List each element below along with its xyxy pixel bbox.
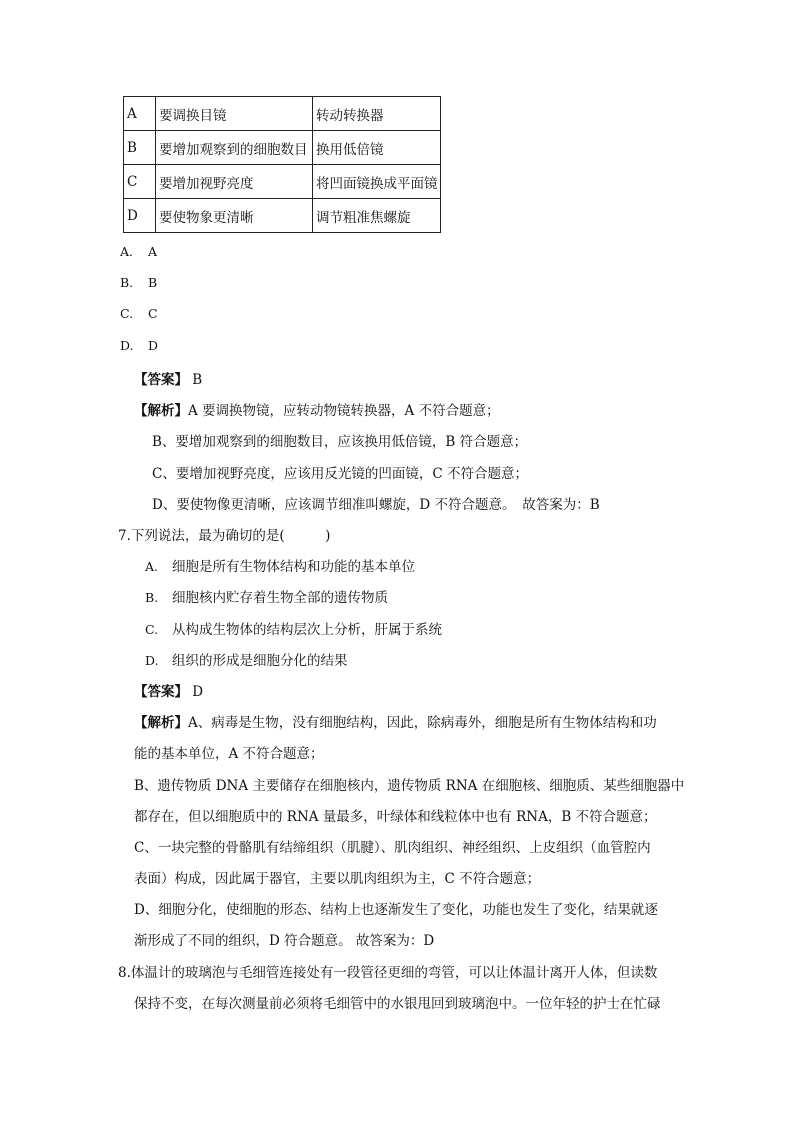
q7-analysis-line: 表面）构成，因此属于器官，主要以肌肉组织为主，C 不符合题意；: [134, 871, 541, 887]
option-label: A.: [120, 244, 134, 259]
option-text: 细胞核内贮存着生物全部的遗传物质: [172, 590, 388, 606]
option-text: B: [148, 275, 158, 290]
q7-analysis-line: D、细胞分化，使细胞的形态、结构上也逐渐发生了变化，功能也发生了变化，结果就逐: [134, 902, 658, 918]
q7-option-a: [145, 555, 415, 575]
option-label: C.: [120, 306, 134, 321]
option-label: B.: [145, 590, 159, 605]
table-cell-action: 换用低倍镜: [313, 131, 441, 165]
option-text: D: [148, 338, 159, 353]
table-row: [124, 97, 441, 131]
q6-analysis-line: D、要使物像更清晰，应该调节细准叫螺旋，D 不符合题意。 故答案为：B: [152, 497, 600, 513]
option-text: 从构成生物体的结构层次上分析，肝属于系统: [172, 622, 442, 638]
table-cell-requirement: 要增加视野亮度: [156, 165, 313, 199]
option-label: C.: [145, 622, 159, 637]
answer-value: B: [192, 372, 203, 388]
table-cell-action: 将凹面镜换成平面镜: [313, 165, 441, 199]
q6-analysis-line: [134, 399, 500, 419]
option-text: A: [148, 244, 158, 259]
q7-analysis-line: B、遗传物质 DNA 主要储存在细胞核内，遗传物质 RNA 在细胞核、细胞质、某些细胞器中: [134, 778, 685, 794]
q7-option-c: [145, 618, 442, 638]
q7-analysis-line: 都存在，但以细胞质中的 RNA 量最多，叶绿体和线粒体中也有 RNA，B 不符合题意；: [134, 809, 657, 825]
q6-option-c: [120, 306, 158, 321]
table-cell-letter: D: [124, 199, 156, 233]
analysis-text: A 要调换物镜，应转动物镜转换器，A 不符合题意；: [188, 403, 500, 419]
option-label: B.: [120, 275, 134, 290]
q7-analysis-line: C、一块完整的骨骼肌有结缔组织（肌腱）、肌肉组织、神经组织、上皮组织（血管腔内: [134, 840, 651, 856]
option-label: D.: [145, 653, 159, 668]
q6-analysis-line: C、要增加视野亮度，应该用反光镜的凹面镜，C 不符合题意；: [152, 466, 528, 482]
option-label: A.: [145, 559, 159, 574]
q7-analysis-line: 渐形成了不同的组织，D 符合题意。 故答案为：D: [134, 933, 435, 949]
table-cell-letter: B: [124, 131, 156, 165]
table-cell-requirement: 要增加观察到的细胞数目: [156, 131, 313, 165]
table-cell-requirement: 要使物象更清晰: [156, 199, 313, 233]
q7-answer: [134, 680, 203, 700]
option-text: C: [148, 306, 158, 321]
option-text: 细胞是所有生物体结构和功能的基本单位: [172, 559, 415, 575]
analysis-text: A、病毒是生物，没有细胞结构，因此，除病毒外，细胞是所有生物体结构和功: [188, 715, 657, 731]
analysis-tag: 【解析】: [134, 403, 188, 419]
table-cell-requirement: 要调换目镜: [156, 97, 313, 131]
option-label: D.: [120, 338, 134, 353]
answer-value: D: [192, 684, 204, 700]
q7-analysis-line: [134, 711, 657, 731]
answer-tag: 【答案】: [134, 372, 188, 388]
table-row: [124, 131, 441, 165]
microscope-options-table: [123, 96, 441, 233]
q7-option-b: [145, 586, 388, 606]
table-row: [124, 199, 441, 233]
table-cell-action: 转动转换器: [313, 97, 441, 131]
table-cell-letter: C: [124, 165, 156, 199]
q6-answer: [134, 368, 202, 388]
q6-option-a: [120, 244, 157, 259]
answer-tag: 【答案】: [134, 684, 188, 700]
q7-stem: 7.下列说法，最为确切的是( ): [118, 528, 331, 544]
q8-stem-line: 保持不变，在每次测量前必须将毛细管中的水银甩回到玻璃泡中。一位年轻的护士在忙碌: [134, 996, 661, 1012]
q7-analysis-line: 能的基本单位，A 不符合题意；: [134, 746, 324, 762]
q7-option-d: [145, 649, 348, 669]
table-cell-letter: A: [124, 97, 156, 131]
table-row: [124, 165, 441, 199]
q6-option-b: [120, 275, 157, 290]
option-text: 组织的形成是细胞分化的结果: [172, 653, 348, 669]
table-cell-action: 调节粗准焦螺旋: [313, 199, 441, 233]
analysis-tag: 【解析】: [134, 715, 188, 731]
q6-analysis-line: B、要增加观察到的细胞数目，应该换用低倍镜，B 符合题意；: [152, 434, 528, 450]
q6-option-d: [120, 338, 158, 353]
q8-stem-line: 8.体温计的玻璃泡与毛细管连接处有一段管径更细的弯管，可以让体温计离开人体，但读数: [118, 965, 658, 981]
